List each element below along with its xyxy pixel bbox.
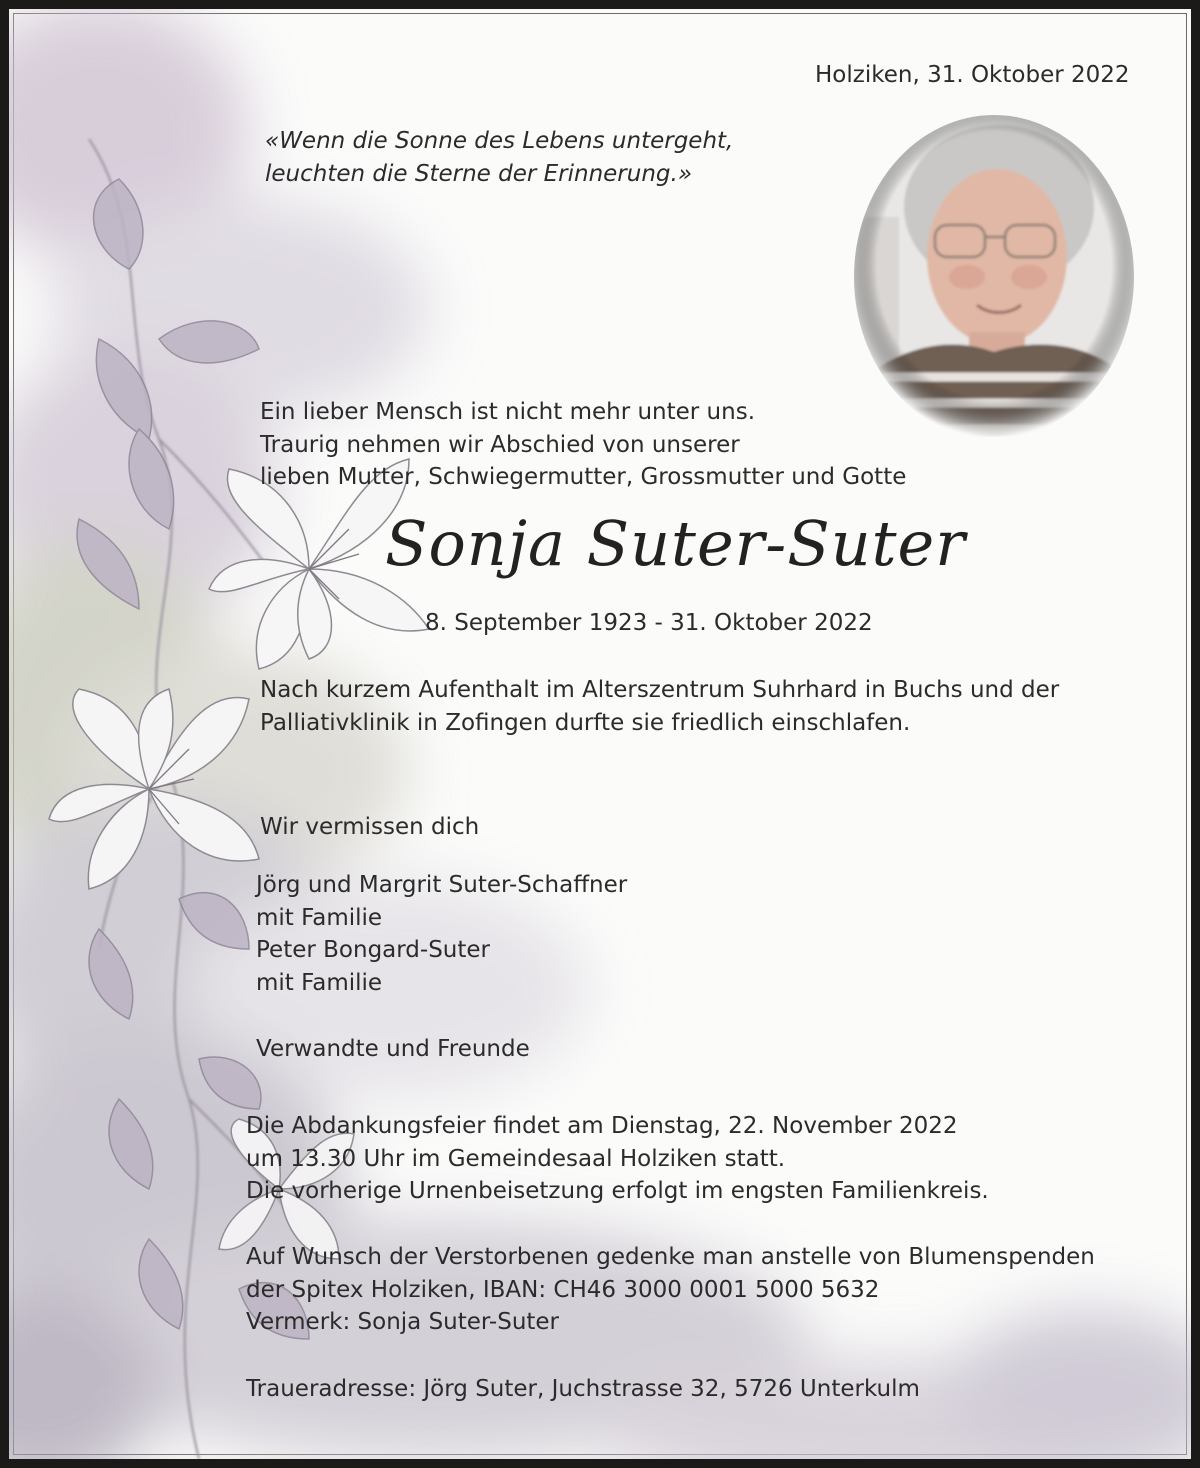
donation-line: Vermerk: Sonja Suter-Suter [246,1309,560,1335]
ceremony-line: um 13.30 Uhr im Gemeindesaal Holziken statt. [246,1145,786,1172]
intro-line: lieben Mutter, Schwiegermutter, Grossmutter und Gotte [260,464,907,490]
intro-line: Traurig nehmen wir Abschied von unserer [260,431,740,458]
mourner-line: Peter Bongard-Suter [256,937,491,963]
mourner-line: mit Familie [256,904,383,931]
portrait-photo [849,107,1139,437]
motto-line: leuchten die Sterne der Erinnerung.» [265,160,693,187]
donation-paragraph [246,1241,1095,1339]
circumstance-paragraph [260,674,1059,739]
motto-quote [265,125,733,190]
intro-line: Ein lieber Mensch ist nicht mehr unter uns. [260,399,756,425]
deceased-name: Sonja Suter-Suter [385,507,966,580]
miss-line: Wir vermissen dich [260,814,480,840]
donation-line: der Spitex Holziken, IBAN: CH46 3000 0001 5000 5632 [246,1276,880,1303]
mourners-list [256,869,627,999]
motto-line: «Wenn die Sonne des Lebens untergeht, [265,128,734,154]
circumstance-line: Nach kurzem Aufenthalt im Alterszentrum Suhrhard in Buchs und der [260,677,1060,703]
relatives-line: Verwandte und Freunde [256,1036,530,1062]
mourner-line: Jörg und Margrit Suter-Schaffner [256,872,628,898]
lifespan-dates: 8. September 1923 - 31. Oktober 2022 [425,610,873,636]
circumstance-line: Palliativklinik in Zofingen durfte sie friedlich einschlafen. [260,709,911,736]
mourner-line: mit Familie [256,969,383,996]
ceremony-paragraph [246,1110,989,1208]
intro-paragraph [260,396,906,494]
donation-line: Auf Wunsch der Verstorbenen gedenke man anstelle von Blumenspenden [246,1244,1095,1270]
ceremony-line: Die vorherige Urnenbeisetzung erfolgt im engsten Familienkreis. [246,1178,989,1204]
ceremony-line: Die Abdankungsfeier findet am Dienstag, 22. November 2022 [246,1113,958,1139]
place-date: Holziken, 31. Oktober 2022 [815,62,1130,88]
mourning-address: Traueradresse: Jörg Suter, Juchstrasse 32, 5726 Unterkulm [246,1376,920,1402]
